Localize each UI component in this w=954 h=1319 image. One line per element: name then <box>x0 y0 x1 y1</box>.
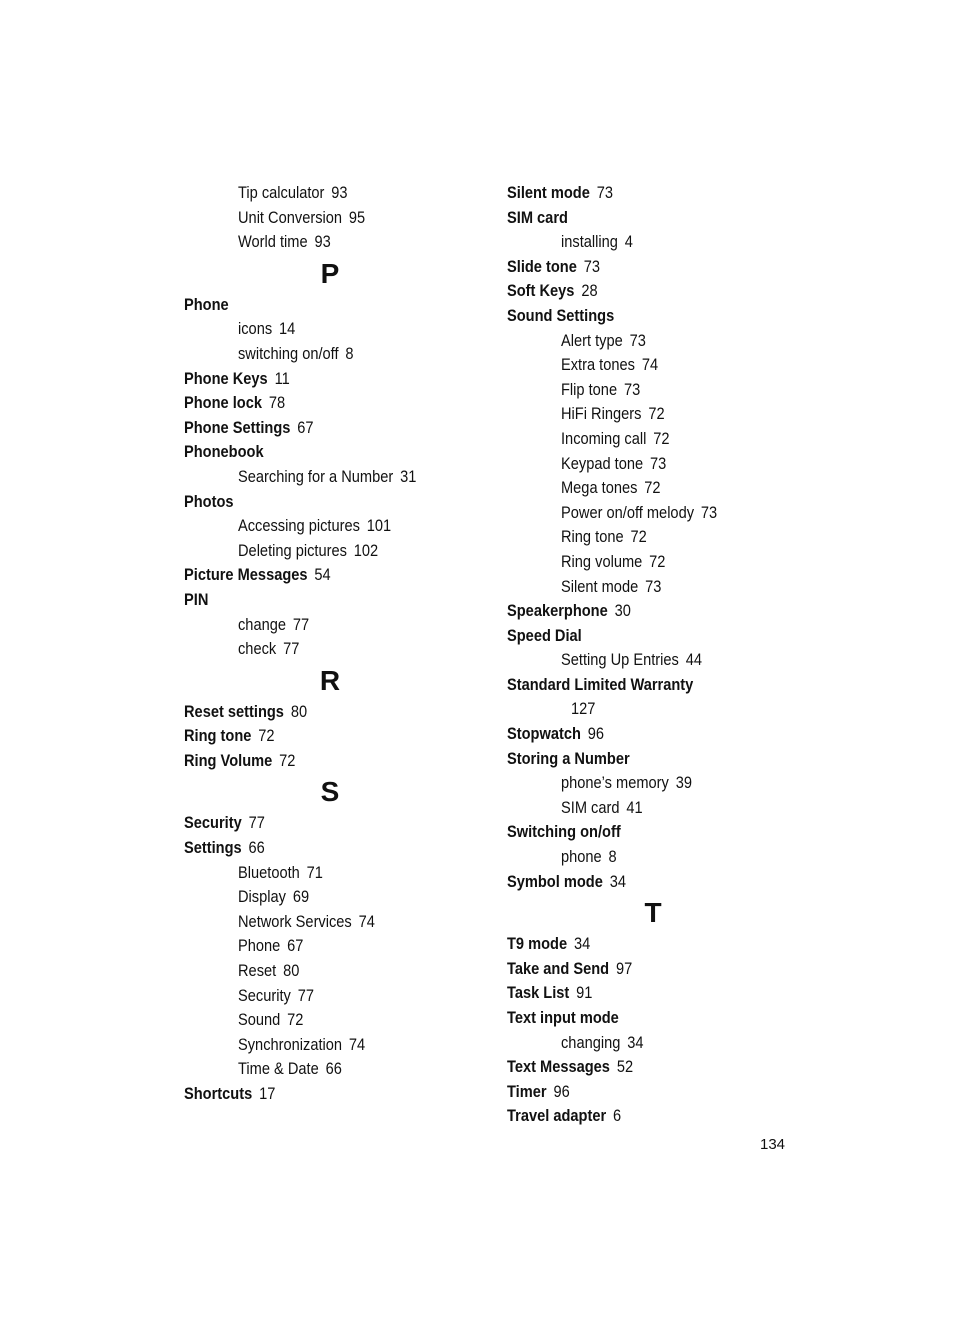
index-subentry-reset <box>184 959 484 984</box>
entry-term: Text Messages <box>507 1057 610 1077</box>
entry-term: Reset settings <box>184 701 284 721</box>
entry-content <box>238 959 299 984</box>
entry-term: Phone Settings <box>184 417 291 437</box>
entry-content <box>561 230 633 255</box>
entry-content <box>238 910 375 935</box>
index-entry-travel-adapter <box>507 1104 765 1129</box>
entry-term: Extra tones <box>561 355 635 375</box>
entry-term: Phone Keys <box>184 368 268 388</box>
index-entry-phonebook <box>184 440 442 465</box>
index-column-left <box>184 181 484 1107</box>
entry-page-ref: 6 <box>613 1106 622 1126</box>
index-entry-phone <box>184 293 442 318</box>
entry-page-ref: 96 <box>587 724 605 744</box>
entry-page-ref: 97 <box>615 958 633 978</box>
entry-page-ref: 93 <box>314 232 331 252</box>
index-entry-sound-settings <box>507 304 765 329</box>
entry-page-ref: 67 <box>287 936 304 956</box>
entry-term: HiFi Ringers <box>561 404 642 424</box>
section-letter-s: S <box>320 776 340 808</box>
entry-term: Ring tone <box>561 527 624 547</box>
index-entry-switching-on-off <box>507 820 765 845</box>
entry-term: Ring Volume <box>184 750 273 770</box>
entry-page-ref: 8 <box>608 847 617 867</box>
entry-page-ref: 101 <box>366 516 392 536</box>
entry-term: Mega tones <box>561 478 638 498</box>
entry-term: Stopwatch <box>507 724 581 744</box>
entry-page-ref: 73 <box>700 502 718 522</box>
entry-term: Ring tone <box>184 726 252 746</box>
entry-content <box>238 1033 365 1058</box>
entry-term: Unit Conversion <box>238 207 343 227</box>
index-entry-slide-tone <box>507 255 765 280</box>
index-entry-security <box>184 811 442 836</box>
entry-page-ref: 17 <box>259 1084 276 1103</box>
entry-page-ref: 77 <box>283 639 300 659</box>
entry-content <box>238 885 309 910</box>
entry-term: Silent mode <box>507 183 590 202</box>
index-entry-settings <box>184 836 442 861</box>
entry-page-ref: 96 <box>553 1081 570 1101</box>
entry-content <box>238 317 295 342</box>
index-subentry-phone-s-memory <box>507 771 807 796</box>
entry-term: Speed Dial <box>507 625 582 645</box>
index-subentry-alert-type <box>507 329 807 354</box>
entry-term: T9 mode <box>507 934 568 954</box>
entry-term: Setting Up Entries <box>561 650 679 670</box>
entry-content <box>238 861 323 886</box>
entry-term: Tip calculator <box>238 183 325 202</box>
index-subentry-extra-tones <box>507 353 807 378</box>
index-entry-ring-tone <box>184 724 442 749</box>
entry-term: Slide tone <box>507 256 577 276</box>
entry-page-ref: 72 <box>649 551 666 571</box>
entry-page-ref: 91 <box>576 983 593 1003</box>
entry-content <box>561 402 665 427</box>
entry-term: installing <box>561 232 618 252</box>
entry-content <box>238 1008 303 1033</box>
entry-content <box>561 452 666 477</box>
entry-term: Network Services <box>238 911 352 931</box>
entry-content <box>238 206 365 231</box>
entry-page-ref: 127 <box>571 699 596 719</box>
index-subentry-searching-for-a-number <box>184 465 484 490</box>
entry-term: phone’s memory <box>561 773 669 793</box>
entry-content <box>561 771 692 796</box>
index-subentry-display <box>184 885 484 910</box>
index-entry-phone-lock <box>184 391 442 416</box>
entry-term: changing <box>561 1032 621 1052</box>
entry-page-ref: 74 <box>348 1034 366 1054</box>
entry-term: Display <box>238 887 286 907</box>
entry-page-ref: 93 <box>331 183 348 202</box>
index-entry-text-messages <box>507 1055 765 1080</box>
entry-term: Speakerphone <box>507 601 608 621</box>
entry-term: Reset <box>238 961 277 981</box>
index-subentry-switching-on-off <box>184 342 484 367</box>
index-subentry-ring-tone <box>507 525 807 550</box>
index-entry-storing-a-number <box>507 747 765 772</box>
entry-content <box>238 613 309 638</box>
entry-page-ref: 72 <box>279 750 296 770</box>
entry-content <box>238 934 303 959</box>
entry-term: Phone <box>184 294 229 314</box>
entry-page-ref: 14 <box>279 319 296 339</box>
entry-page-ref: 77 <box>292 614 310 634</box>
entry-page-ref: 28 <box>581 281 598 301</box>
entry-term: Keypad tone <box>561 453 644 473</box>
entry-content <box>561 575 661 600</box>
entry-term: Deleting pictures <box>238 540 347 560</box>
entry-content <box>561 1031 644 1056</box>
entry-page-ref: 52 <box>616 1057 634 1077</box>
index-entry-silent-mode <box>507 181 765 206</box>
entry-term: Travel adapter <box>507 1106 607 1126</box>
entry-page-ref: 73 <box>623 379 641 399</box>
entry-content <box>571 697 595 722</box>
entry-content <box>238 342 354 367</box>
entry-page-ref: 34 <box>627 1032 644 1052</box>
entry-term: Storing a Number <box>507 748 630 768</box>
entry-content <box>561 501 717 526</box>
entry-page-ref: 31 <box>400 466 417 486</box>
entry-content <box>238 230 331 255</box>
entry-term: SIM card <box>507 207 568 227</box>
page-number: 134 <box>760 1136 786 1153</box>
entry-term: Bluetooth <box>238 862 300 882</box>
entry-term: Soft Keys <box>507 281 575 301</box>
index-subentry-mega-tones <box>507 476 807 501</box>
entry-page-ref: 72 <box>653 428 670 448</box>
entry-page-ref: 30 <box>614 601 631 621</box>
index-entry-standard-limited-warranty <box>507 673 765 698</box>
entry-page-ref: 80 <box>290 701 308 721</box>
entry-term: World time <box>238 232 308 252</box>
index-entry-sim-card <box>507 206 765 231</box>
entry-term: Alert type <box>561 330 623 350</box>
index-entry-speed-dial <box>507 624 765 649</box>
entry-page-ref: 73 <box>649 453 667 473</box>
index-subentry-phone <box>184 934 484 959</box>
entry-content <box>561 845 617 870</box>
entry-term: Flip tone <box>561 379 618 399</box>
entry-page-ref: 73 <box>583 256 601 276</box>
entry-content <box>561 329 646 354</box>
index-subentry-check <box>184 637 484 662</box>
entry-page-ref: 73 <box>629 330 646 350</box>
entry-page-ref: 67 <box>297 417 314 437</box>
entry-page-ref: 41 <box>626 797 643 817</box>
entry-term: Settings <box>184 838 242 858</box>
entry-content <box>238 465 416 490</box>
entry-page-ref: 102 <box>353 540 379 560</box>
entry-page-ref: 34 <box>609 871 627 891</box>
index-subentry-127 <box>507 697 807 722</box>
index-subentry-synchronization <box>184 1033 484 1058</box>
index-subentry-flip-tone <box>507 378 807 403</box>
entry-page-ref: 66 <box>325 1059 342 1079</box>
index-subentry-silent-mode <box>507 575 807 600</box>
entry-page-ref: 72 <box>648 404 665 424</box>
index-entry-speakerphone <box>507 599 765 624</box>
entry-term: Power on/off melody <box>561 502 695 522</box>
section-letter-p: P <box>320 257 340 289</box>
index-subentry-bluetooth <box>184 861 484 886</box>
entry-content <box>561 427 669 452</box>
entry-term: PIN <box>184 589 209 609</box>
entry-content <box>238 1057 342 1082</box>
entry-page-ref: 77 <box>248 813 265 833</box>
index-subentry-hifi-ringers <box>507 402 807 427</box>
index-subentry-keypad-tone <box>507 452 807 477</box>
index-subentry-setting-up-entries <box>507 648 807 673</box>
entry-page-ref: 74 <box>641 355 659 375</box>
index-entry-picture-messages <box>184 563 442 588</box>
index-subentry-world-time <box>184 230 484 255</box>
entry-term: icons <box>238 319 273 339</box>
index-entry-text-input-mode <box>507 1006 765 1031</box>
entry-page-ref: 66 <box>248 838 265 858</box>
index-subentry-change <box>184 613 484 638</box>
entry-page-ref: 72 <box>287 1010 304 1030</box>
entry-page-ref: 4 <box>624 232 633 252</box>
entry-term: Phone <box>238 936 281 956</box>
entry-term: SIM card <box>561 797 620 817</box>
entry-term: Symbol mode <box>507 871 603 891</box>
entry-term: Task List <box>507 983 570 1003</box>
entry-term: Time & Date <box>238 1059 319 1079</box>
index-subentry-network-services <box>184 910 484 935</box>
entry-term: Phonebook <box>184 442 264 462</box>
index-column-right <box>507 181 807 1129</box>
entry-term: Picture Messages <box>184 565 308 585</box>
entry-page-ref: 78 <box>268 393 286 413</box>
entry-page-ref: 73 <box>596 183 614 202</box>
entry-content <box>238 181 348 206</box>
entry-page-ref: 72 <box>258 726 275 746</box>
entry-content <box>561 648 702 673</box>
entry-page-ref: 71 <box>306 862 323 882</box>
index-subentry-changing <box>507 1031 807 1056</box>
entry-page-ref: 80 <box>283 961 300 981</box>
index-entry-soft-keys <box>507 279 765 304</box>
index-entry-pin <box>184 588 442 613</box>
index-entry-take-and-send <box>507 957 765 982</box>
entry-page-ref: 54 <box>314 565 331 585</box>
entry-page-ref: 39 <box>675 773 692 793</box>
entry-content <box>238 514 391 539</box>
index-entry-ring-volume <box>184 749 442 774</box>
entry-content <box>238 637 299 662</box>
entry-term: Incoming call <box>561 428 647 448</box>
index-subentry-sound <box>184 1008 484 1033</box>
entry-term: Sound <box>238 1010 281 1030</box>
index-entry-photos <box>184 490 442 515</box>
index-entry-task-list <box>507 981 765 1006</box>
entry-term: Phone lock <box>184 393 262 413</box>
section-letter-r: R <box>319 664 341 696</box>
entry-term: Synchronization <box>238 1034 343 1054</box>
entry-page-ref: 44 <box>685 650 702 670</box>
index-subentry-accessing-pictures <box>184 514 484 539</box>
entry-page-ref: 11 <box>274 368 290 388</box>
entry-term: Silent mode <box>561 576 639 596</box>
index-subentry-tip-calculator <box>184 181 484 206</box>
entry-content <box>561 353 658 378</box>
entry-content <box>561 525 647 550</box>
entry-term: Ring volume <box>561 551 643 571</box>
section-letter-t: T <box>644 897 662 929</box>
index-subentry-deleting-pictures <box>184 539 484 564</box>
entry-page-ref: 95 <box>348 207 366 227</box>
entry-term: switching on/off <box>238 343 339 363</box>
entry-term: Security <box>184 813 242 833</box>
index-entry-phone-keys <box>184 367 442 392</box>
entry-term: Standard Limited Warranty <box>507 674 694 694</box>
entry-term: Sound Settings <box>507 305 615 325</box>
entry-page-ref: 77 <box>297 985 314 1005</box>
index-subentry-phone <box>507 845 807 870</box>
entry-term: Switching on/off <box>507 822 621 842</box>
index-entry-shortcuts <box>184 1082 442 1107</box>
entry-page-ref: 34 <box>573 934 591 954</box>
entry-page-ref: 8 <box>345 343 354 363</box>
index-subentry-ring-volume <box>507 550 807 575</box>
index-subentry-power-on-off-melody <box>507 501 807 526</box>
entry-term: change <box>238 614 286 634</box>
index-subentry-incoming-call <box>507 427 807 452</box>
entry-page-ref: 72 <box>644 478 661 498</box>
entry-term: Shortcuts <box>184 1084 253 1103</box>
index-subentry-icons <box>184 317 484 342</box>
index-entry-symbol-mode <box>507 870 765 895</box>
entry-page-ref: 72 <box>630 527 647 547</box>
entry-term: Searching for a Number <box>238 466 394 486</box>
index-entry-reset-settings <box>184 700 442 725</box>
index-subentry-time-date <box>184 1057 484 1082</box>
entry-content <box>238 984 314 1009</box>
entry-term: Accessing pictures <box>238 516 360 536</box>
index-entry-t9-mode <box>507 932 765 957</box>
entry-content <box>561 796 643 821</box>
entry-term: Text input mode <box>507 1008 619 1027</box>
entry-page-ref: 74 <box>358 911 375 931</box>
index-entry-timer <box>507 1080 765 1105</box>
entry-term: Take and Send <box>507 958 610 978</box>
entry-term: Timer <box>507 1081 547 1101</box>
entry-page-ref: 73 <box>645 576 662 596</box>
entry-term: Security <box>238 985 291 1005</box>
index-subentry-installing <box>507 230 807 255</box>
index-entry-stopwatch <box>507 722 765 747</box>
entry-page-ref: 69 <box>292 887 310 907</box>
entry-content <box>238 539 378 564</box>
entry-term: check <box>238 639 277 659</box>
index-subentry-security <box>184 984 484 1009</box>
index-subentry-sim-card <box>507 796 807 821</box>
index-entry-phone-settings <box>184 416 442 441</box>
entry-content <box>561 476 661 501</box>
entry-content <box>561 378 640 403</box>
entry-content <box>561 550 665 575</box>
index-subentry-unit-conversion <box>184 206 484 231</box>
entry-term: phone <box>561 847 602 867</box>
entry-term: Photos <box>184 491 234 511</box>
